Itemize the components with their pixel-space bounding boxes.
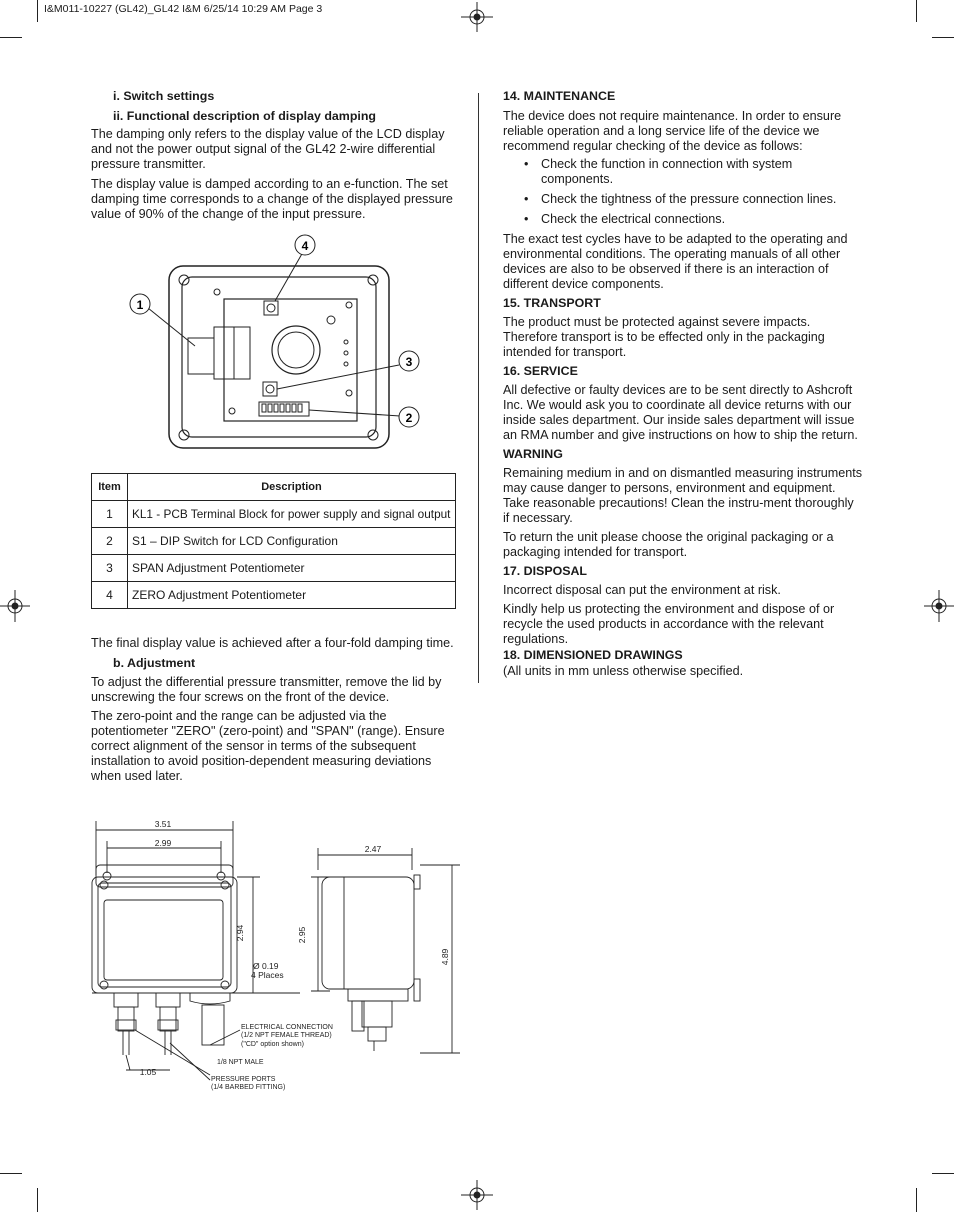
paragraph-damping-2: The display value is damped according to an e-function. The set damping time corresponds to a change of the displayed pressure value of 90% of the change of the input pressure.	[91, 177, 453, 221]
callout-1: 1	[136, 298, 144, 312]
paragraph-test-cycles: The exact test cycles have to be adapted to the operating and environmental conditions. The operating manuals of all other devices are also to be observed if there is an interaction of different device components.	[503, 232, 848, 291]
heading-service: 16. SERVICE	[503, 364, 578, 378]
table-cell-item: 4	[92, 582, 128, 609]
table-row	[92, 555, 456, 582]
paragraph-warning: Remaining medium in and on dismantled measuring instruments may cause danger to persons, environment and equipment. Take reasonable precautions! Clean the instru-ment thoroughly if necessary.	[503, 466, 863, 525]
pcb-figure	[120, 232, 430, 452]
heading-maintenance: 14. MAINTENANCE	[503, 89, 616, 103]
dim-019: Ø 0.19	[253, 961, 279, 971]
callout-3: 3	[405, 355, 413, 369]
dim-294: 2.94	[235, 924, 245, 942]
heading-dimensioned-drawings: 18. DIMENSIONED DRAWINGS	[503, 648, 683, 662]
label-pressure-ports-2: (1/4 BARBED FITTING)	[211, 1084, 286, 1091]
heading-switch-settings: i. Switch settings	[113, 89, 215, 103]
registration-mark-left	[0, 590, 30, 622]
paragraph-disposal-1: Incorrect disposal can put the environment at risk.	[503, 583, 781, 597]
table-header-row	[92, 474, 456, 501]
label-electrical-2: (1/2 NPT FEMALE THREAD)	[241, 1032, 332, 1039]
table-row	[92, 528, 456, 555]
left-column-top	[91, 89, 456, 222]
paragraph-disposal-2: Kindly help us protecting the environment and dispose of or recycle the used products in accordance with the relevant regulations.	[503, 602, 835, 646]
heading-warning: WARNING	[503, 447, 563, 461]
maintenance-list	[503, 157, 863, 227]
slug-line: I&M011-10227 (GL42)_GL42 I&M 6/25/14 10:29 AM Page 3	[44, 3, 323, 15]
heading-disposal: 17. DISPOSAL	[503, 564, 588, 578]
label-electrical-3: ("CD" option shown)	[241, 1041, 304, 1048]
label-pressure-ports-1: PRESSURE PORTS	[211, 1076, 276, 1083]
dim-299: 2.99	[154, 838, 172, 848]
paragraph-transport: The product must be protected against severe impacts. Therefore transport is to be effected only in the packaging intended for transport.	[503, 315, 825, 359]
paragraph-return: To return the unit please choose the original packaging or a packaging intended for transport.	[503, 530, 834, 559]
list-item: • Check the function in connection with system components.	[541, 157, 863, 187]
dim-489: 4.89	[440, 948, 450, 966]
table-header-item: Item	[92, 474, 128, 501]
paragraph-damping-1: The damping only refers to the display value of the LCD display and not the power output signal of the GL42 2-wire differential pressure transmitter.	[91, 127, 445, 171]
paragraph-final-display: The final display value is achieved after a four-fold damping time.	[91, 636, 454, 650]
table-header-description: Description	[128, 474, 456, 501]
table-cell-description: KL1 - PCB Terminal Block for power supply and signal output	[128, 501, 456, 528]
callout-2: 2	[405, 411, 413, 425]
callout-4: 4	[301, 239, 309, 253]
table-cell-description: S1 – DIP Switch for LCD Configuration	[128, 528, 456, 555]
table-cell-item: 1	[92, 501, 128, 528]
right-column	[503, 89, 863, 679]
left-column-bottom	[91, 636, 456, 784]
label-npt-male: 1/8 NPT MALE	[217, 1059, 264, 1066]
heading-transport: 15. TRANSPORT	[503, 296, 601, 310]
heading-adjustment: b. Adjustment	[113, 656, 196, 670]
label-electrical-1: ELECTRICAL CONNECTION	[241, 1024, 333, 1031]
dim-295: 2.95	[297, 926, 307, 944]
table-cell-description: ZERO Adjustment Potentiometer	[128, 582, 456, 609]
column-divider	[478, 93, 479, 683]
paragraph-maintenance: The device does not require maintenance. In order to ensure reliable operation and a long service life of the device we recommend regular checking of the device as follows:	[503, 109, 842, 153]
paragraph-adjust-1: To adjust the differential pressure transmitter, remove the lid by unscrewing the four screws on the front of the device.	[91, 675, 442, 704]
paragraph-service: All defective or faulty devices are to be sent directly to Ashcroft Inc. We would ask you to coordinate all device returns with our inside sales department. Our inside sales department will issue an RMA number and give instructions on how to ship the return.	[503, 383, 858, 442]
paragraph-adjust-2: The zero-point and the range can be adjusted via the potentiometer "ZERO" (zero-point) and "SPAN" (range). Ensure correct alignment of the sensor in terms of the subsequent installation to avoid position-dependent measuring deviations when used later.	[91, 709, 445, 783]
dim-places: 4 Places	[251, 970, 284, 980]
item-table	[91, 473, 456, 609]
registration-mark-bottom	[461, 1180, 493, 1210]
table-row	[92, 582, 456, 609]
table-cell-description: SPAN Adjustment Potentiometer	[128, 555, 456, 582]
registration-mark-right	[924, 590, 954, 622]
registration-mark-top	[461, 2, 493, 32]
table-row	[92, 501, 456, 528]
list-item: • Check the electrical connections.	[541, 212, 863, 227]
table-cell-item: 3	[92, 555, 128, 582]
dimensioned-drawing	[90, 815, 470, 1100]
dim-105: 1.05	[139, 1067, 157, 1077]
heading-display-damping: ii. Functional description of display damping	[113, 109, 376, 123]
paragraph-units: (All units in mm unless otherwise specified.	[503, 664, 744, 678]
table-cell-item: 2	[92, 528, 128, 555]
dim-351: 3.51	[154, 819, 172, 829]
list-item: • Check the tightness of the pressure connection lines.	[541, 192, 863, 207]
dim-247: 2.47	[364, 844, 382, 854]
